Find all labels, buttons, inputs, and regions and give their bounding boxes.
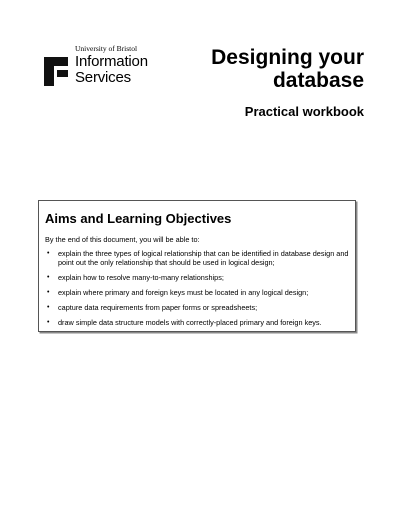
list-item [45,288,349,297]
title-block [194,46,364,119]
objective-text: explain how to resolve many-to-many relationships; [58,273,224,282]
bullet-icon: • [47,304,50,311]
page-title: Designing your database [211,46,364,92]
logo-text-line1: Information [75,53,148,70]
objective-text: explain the three types of logical relationship that can be identified in database design and point out the only relationship that should be used in logical design; [58,249,349,267]
information-services-logo [44,44,164,88]
bullet-icon: • [47,274,50,281]
university-name: University of Bristol [75,44,138,53]
objective-text: draw simple data structure models with correctly-placed primary and foreign keys. [58,318,322,327]
bullet-icon: • [47,289,50,296]
page-subtitle: Practical workbook [244,104,364,119]
objectives-list [45,249,349,327]
logo-mark-icon [44,57,68,86]
bullet-icon: • [47,319,50,326]
list-item [45,318,349,327]
objective-text: capture data requirements from paper forms or spreadsheets; [58,303,258,312]
objective-text: explain where primary and foreign keys must be located in any logical design; [58,288,309,297]
list-item [45,303,349,312]
bullet-icon: • [47,250,50,257]
aims-objectives-box [38,200,356,332]
aims-intro: By the end of this document, you will be able to: [45,235,200,244]
logo-text-line2: Services [75,69,131,86]
list-item [45,273,349,282]
aims-heading: Aims and Learning Objectives [45,211,232,226]
list-item [45,249,349,267]
